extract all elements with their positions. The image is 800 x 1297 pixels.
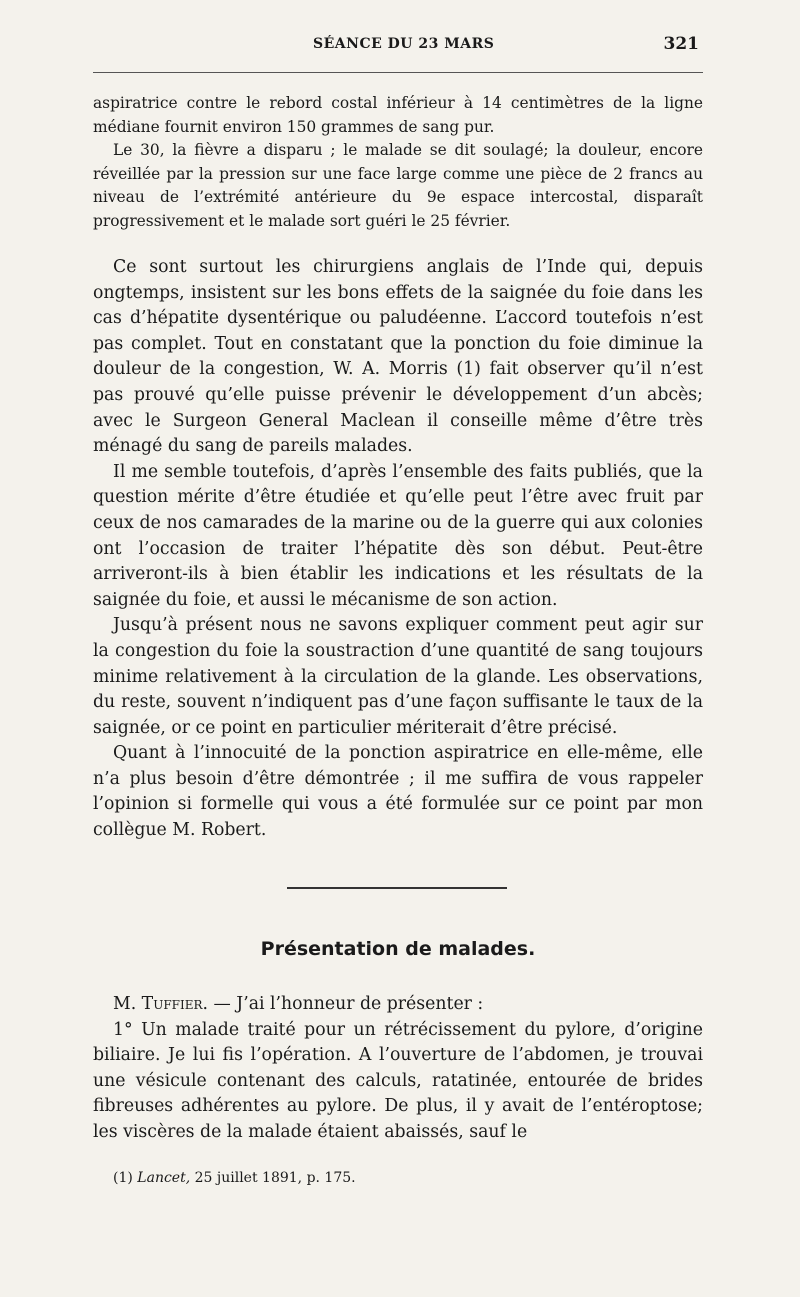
paragraph-innocuity: Quant à l’innocuité de la ponction aspiratrice en elle-même, elle n’a plus besoin d’être démontrée ; il me suffira de vous rappeler l’opinion si formelle qui vous a été formulée sur ce point par mon collègue M. Robert. xyxy=(93,743,703,841)
footnote-details: 25 juillet 1891, p. 175. xyxy=(194,1170,356,1186)
section-text xyxy=(93,992,703,1146)
footnote-source: Lancet, xyxy=(137,1170,191,1186)
section-heading: Présentation de malades. xyxy=(260,938,536,960)
paragraph-english-surgeons: Ce sont surtout les chirurgiens anglais de l’Inde qui, depuis ongtemps, insistent sur les bons effets de la saignée du foie dans les cas d’hépatite dysentérique ou paludéenne. L’accord toutefois n’est pas complet. Tout en constatant que la ponction du foie diminue la douleur de la congestion, W. A. Morris (1) fait observer qu’il n’est pas prouvé qu’elle puisse prévenir le développement d’un abcès; avec le Surgeon General Maclean il conseille même d’être très ménagé du sang de pareils malades. xyxy=(93,257,703,457)
paragraph-speaker-intro xyxy=(93,992,703,1018)
page-number: 321 xyxy=(663,34,699,54)
speaker-name: M. Tuffier. xyxy=(113,994,209,1014)
footnote xyxy=(113,1170,356,1186)
speaker-intro: — J’ai l’honneur de présenter : xyxy=(208,994,484,1014)
running-title: SÉANCE DU 23 MARS xyxy=(313,36,495,52)
paragraph-case-outcome: Le 30, la fièvre a disparu ; le malade se dit soulagé; la douleur, encore réveillée par la pression sur une face large comme une pièce de 2 francs au niveau de l’extrémité antérieure du 9e espace intercostal, disparaît progressivement et le malade sort guéri le 25 février. xyxy=(93,141,703,230)
main-text xyxy=(93,255,703,844)
section-separator xyxy=(287,887,507,889)
header-rule xyxy=(93,72,703,73)
paragraph-question-study: Il me semble toutefois, d’après l’ensemble des faits publiés, que la question mérite d’être étudiée et qu’elle peut l’être avec fruit par ceux de nos camarades de la marine ou de la guerre qui aux colonies ont l’occasion de traiter l’hépatite dès son début. Peut-être arriveront-ils à bien établir les indications et les résultats de la saignée du foie, et aussi le mécanisme de son action. xyxy=(93,461,703,610)
paragraph-mechanism: Jusqu’à présent nous ne savons expliquer comment peut agir sur la congestion du foie la soustraction d’une quantité de sang toujours minime relativement à la circulation de la glande. Les observations, du reste, souvent n’indiquent pas d’une façon suffisante le taux de la saignée, or ce point en particulier mériterait d’être précisé. xyxy=(93,615,703,738)
paragraph-continuation: aspiratrice contre le rebord costal inférieur à 14 centimètres de la ligne médiane fournit environ 150 grammes de sang pur. xyxy=(93,94,703,136)
footnote-marker: (1) xyxy=(113,1170,133,1186)
page-header xyxy=(93,34,703,60)
paragraph-case-one: 1° Un malade traité pour un rétrécissement du pylore, d’origine biliaire. Je lui fis l’opération. A l’ouverture de l’abdomen, je trouvai une vésicule contenant des calculs, ratatinée, entourée de brides fibreuses adhérentes au pylore. De plus, il y avait de l’entéroptose; les viscères de la malade étaient abaissés, sauf le xyxy=(93,1019,703,1142)
continuation-text xyxy=(93,92,703,234)
